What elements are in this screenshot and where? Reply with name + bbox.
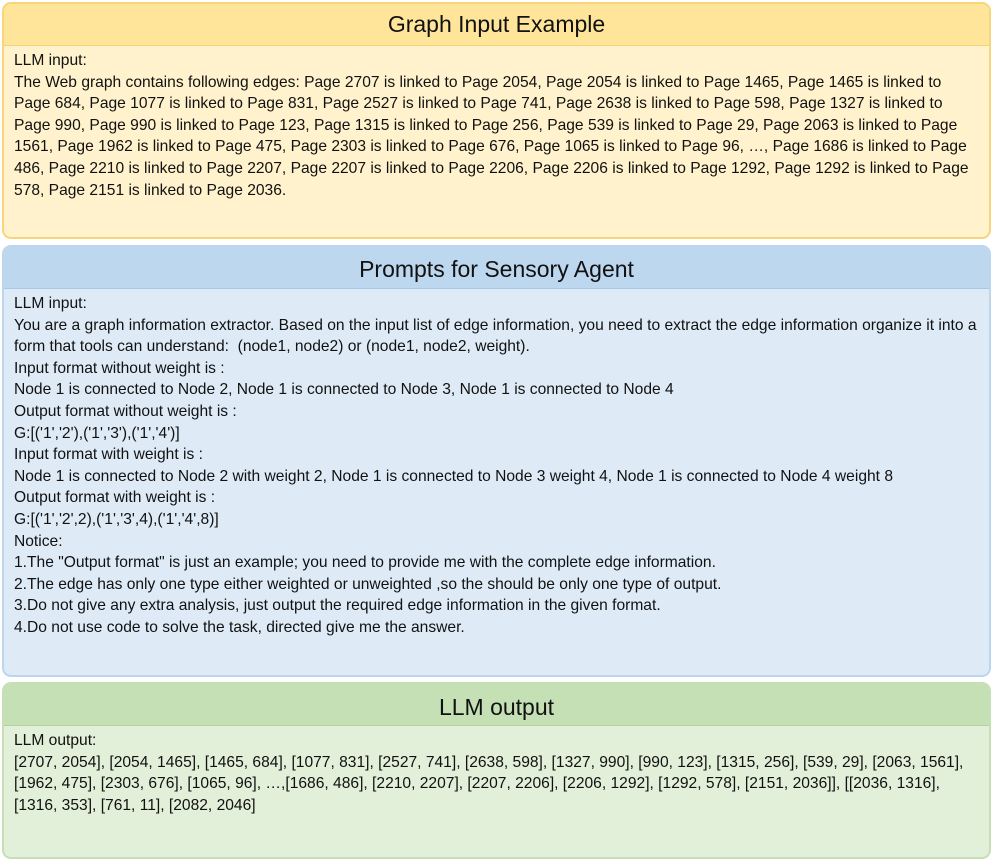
prompt-line: Notice:: [14, 532, 63, 550]
llm-output-panel: [2, 682, 991, 859]
llm-output-label: LLM output:: [14, 732, 97, 749]
prompt-line: 2.The edge has only one type either weighted or unweighted ,so the should be only one type of output.: [14, 575, 722, 593]
llm-output-text: [2707, 2054], [2054, 1465], [1465, 684], [1077, 831], [2527, 741], [2638, 598], [1327, 990], [990, 123], [1315, 256], [539, 29], [2063, 1561], [1962, 475], [2303, 676], [1065, 96], …,[1686, 486], [2210, 2207], [2207, 2206], [2206, 1292], [1292, 578], [2151, 2036]], [[2036, 1316], [1316, 353], [761, 11], [2082, 2046]: [14, 753, 968, 814]
prompt-line: Output format with weight is :: [14, 489, 216, 507]
prompt-line: Node 1 is connected to Node 2, Node 1 is connected to Node 3, Node 1 is connected to Node 4: [14, 381, 674, 399]
prompt-line: 3.Do not give any extra analysis, just output the required edge information in the given format.: [14, 597, 661, 615]
prompt-line: Input format without weight is :: [14, 359, 225, 377]
prompt-line: 4.Do not use code to solve the task, directed give me the answer.: [14, 618, 465, 636]
graph-input-title: Graph Input Example: [4, 4, 989, 46]
llm-output-title: LLM output: [4, 684, 989, 726]
graph-input-label: LLM input:: [14, 52, 87, 69]
graph-input-text: The Web graph contains following edges: Page 2707 is linked to Page 2054, Page 2054 is linked to Page 1465, Page 1465 is linked to Page 684, Page 1077 is linked to Page 831, Page 2527 is linked to Page 741, Page 2638 is linked to Page 598, Page 1327 is linked to Page 990, Page 990 is linked to Page 123, Page 1315 is linked to Page 256, Page 539 is linked to Page 29, Page 2063 is linked to Page 1561, Page 1962 is linked to Page 475, Page 2303 is linked to Page 676, Page 1065 is linked to Page 96, …, Page 1686 is linked to Page 486, Page 2210 is linked to Page 2207, Page 2207 is linked to Page 2206, Page 2206 is linked to Page 1292, Page 1292 is linked to Page 578, Page 2151 is linked to Page 2036.: [14, 73, 973, 199]
prompt-line: Input format with weight is :: [14, 446, 203, 464]
prompt-line: Node 1 is connected to Node 2 with weight 2, Node 1 is connected to Node 3 weight 4, Node 1 is connected to Node 4 weight 8: [14, 467, 894, 485]
sensory-prompt-title: Prompts for Sensory Agent: [4, 247, 989, 289]
sensory-prompt-panel: [2, 245, 991, 677]
prompt-line: LLM input:: [14, 295, 87, 312]
prompt-line: You are a graph information extractor. Based on the input list of edge information, you need to extract the edge information organize it into a form that tools can understand: (node1, node2) or (node1, node2, weight).: [14, 316, 981, 356]
llm-output-body: [4, 726, 989, 816]
prompt-line: 1.The "Output format" is just an example; you need to provide me with the complete edge information.: [14, 554, 716, 572]
graph-input-body: [4, 46, 989, 201]
prompt-line: G:[('1','2',2),('1','3',4),('1','4',8)]: [14, 510, 219, 528]
graph-input-panel: [2, 2, 991, 239]
sensory-prompt-body: [4, 289, 989, 639]
prompt-line: Output format without weight is :: [14, 402, 237, 420]
prompt-line: G:[('1','2'),('1','3'),('1','4')]: [14, 424, 180, 442]
